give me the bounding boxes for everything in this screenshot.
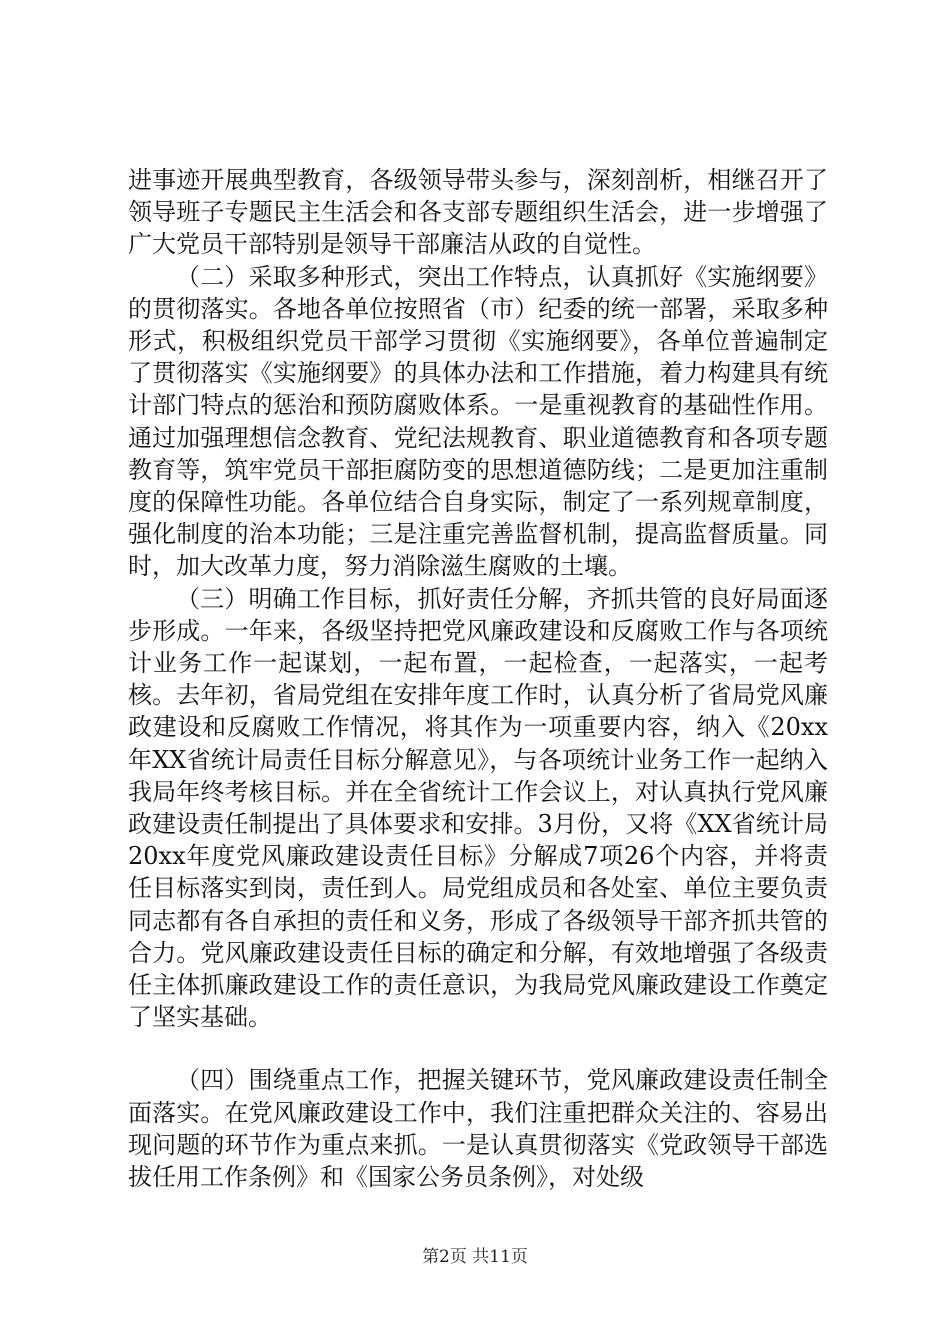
paragraph-section-4: （四）围绕重点工作，把握关键环节，党风廉政建设责任制全面落实。在党风廉政建设工作中，我们注重把群众关注的、容易出现问题的环节作为重点来抓。一是认真贯彻落实《党政领导干部选拔任用工作条例》和《国家公务员条例》，对处级 bbox=[128, 1066, 828, 1192]
page-footer: 第2页 共11页 bbox=[422, 1247, 528, 1267]
paragraph-section-2: （二）采取多种形式，突出工作特点，认真抓好《实施纲要》的贯彻落实。各地各单位按照省（市）纪委的统一部署，采取多种形式，积极组织党员干部学习贯彻《实施纲要》，各单位普遍制定了贯彻落实《实施纲要》的具体办法和工作措施，着力构建具有统计部门特点的惩治和预防腐败体系。一是重视教育的基础性作用。通过加强理想信念教育、党纪法规教育、职业道德教育和各项专题教育等，筑牢党员干部拒腐防变的思想道德防线；二是更加注重制度的保障性功能。各单位结合自身实际，制定了一系列规章制度，强化制度的治本功能；三是注重完善监督机制，提高监督质量。同时，加大改革力度，努力消除滋生腐败的土壤。 bbox=[128, 262, 828, 581]
paragraph-section-3: （三）明确工作目标，抓好责任分解，齐抓共管的良好局面逐步形成。一年来，各级坚持把党风廉政建设和反腐败工作与各项统计业务工作一起谋划，一起布置，一起检查，一起落实，一起考核。去年初，省局党组在安排年度工作时，认真分析了省局党风廉政建设和反腐败工作情况，将其作为一项重要内容，纳入《20xx年XX省统计局责任目标分解意见》，与各项统计业务工作一起纳入我局年终考核目标。并在全省统计工作会议上，对认真执行党风廉政建设责任制提出了具体要求和安排。3月份，又将《XX省统计局20xx年度党风廉政建设责任目标》分解成7项26个内容，并将责任目标落实到岗，责任到人。局党组成员和各处室、单位主要负责同志都有各自承担的责任和义务，形成了各级领导干部齐抓共管的合力。党风廉政建设责任目标的确定和分解，有效地增强了各级责任主体抓廉政建设工作的责任意识，为我局党风廉政建设工作奠定了坚实基础。 bbox=[128, 584, 828, 1032]
document-body bbox=[128, 164, 828, 1193]
paragraph-continuation: 进事迹开展典型教育，各级领导带头参与，深刻剖析，相继召开了领导班子专题民主生活会和各支部专题组织生活会，进一步增强了广大党员干部特别是领导干部廉洁从政的自觉性。 bbox=[128, 166, 828, 259]
